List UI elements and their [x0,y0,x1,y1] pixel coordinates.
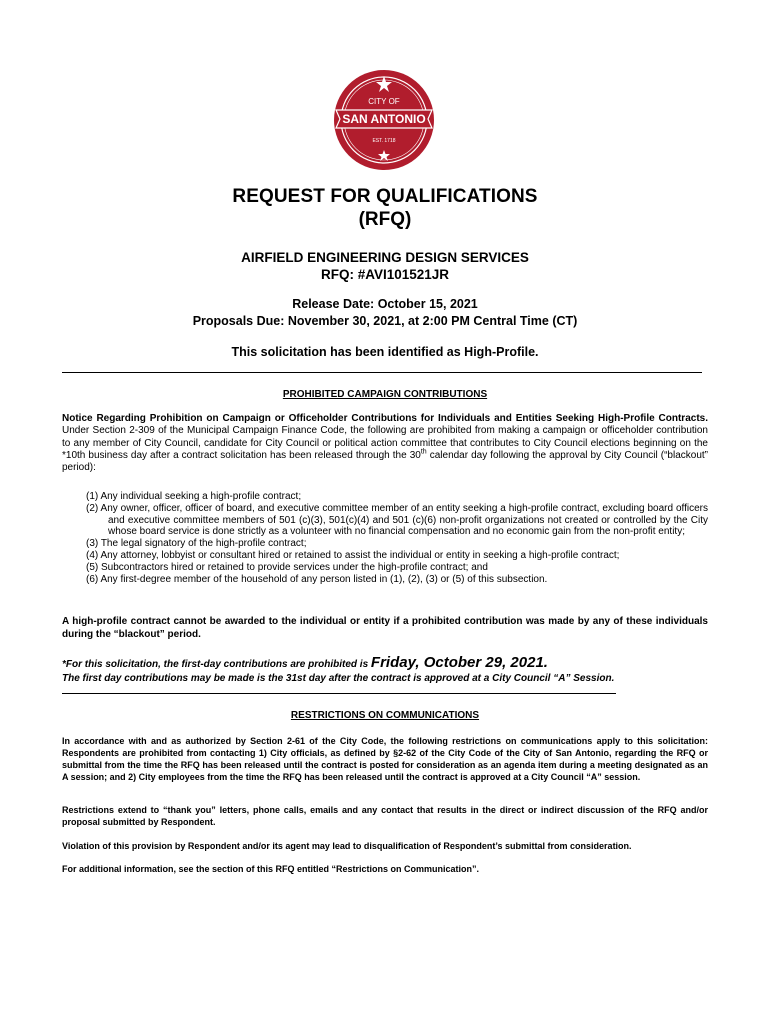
communications-para: Violation of this provision by Respondent and/or its agent may lead to disqualification of Respondent’s submittal from consideration. [62,841,632,851]
svg-text:EST. 1718: EST. 1718 [372,138,396,144]
communications-para: Restrictions extend to “thank you” letters, phone calls, emails and any contact that results in the direct or indirect discussion of the RFQ and/or proposal submitted by Respondent. [62,805,708,827]
campaign-notice-bold: Notice Regarding Prohibition on Campaign or Officeholder Contributions for Individuals and Entities Seeking High-Profile Contracts. [62,413,708,424]
city-seal-logo [332,66,436,174]
list-item: (5) Subcontractors hired or retained to provide services under the high-profile contract; and [86,561,488,573]
svg-text:CITY OF: CITY OF [368,97,400,106]
list-item: (4) Any attorney, lobbyist or consultant hired or retained to assist the individual or entity in seeking a high-profile contract; [86,549,620,561]
communications-heading: RESTRICTIONS ON COMMUNICATIONS [290,710,480,721]
superscript: th [420,448,427,456]
campaign-heading: PROHIBITED CAMPAIGN CONTRIBUTIONS [282,389,488,400]
first-day-date: Friday, October 29, 2021. [370,654,548,671]
proposals-due: Proposals Due: November 30, 2021, at 2:00 PM Central Time (CT) [192,314,578,328]
campaign-notice [62,413,708,474]
release-date: Release Date: October 15, 2021 [292,297,478,311]
divider [62,372,702,373]
list-item: (1) Any individual seeking a high-profile contract; [86,491,302,502]
communications-para: In accordance with and as authorized by Section 2-61 of the City Code, the following restrictions on communications apply to this solicitation: Respondents are prohibited from contacting 1) City officials, as defined by §2-62 of the City Code of the City of San Antonio, regarding the RFQ or submittal from the time the RFQ has been released until the contract is posted for consideration as an agenda item during a meeting designated as an A session; and 2) City employees from the time the RFQ has been released until the contract is approved at a City Council “A” session. [62,736,708,782]
prohibited-list [86,491,708,585]
list-item: (6) Any first-degree member of the household of any person listed in (1), (2), (3) or (5) of this subsection. [86,573,548,585]
campaign-notice-text: Under Section 2-309 of the Municipal Campaign Finance Code, the following are prohibited from making a campaign or officeholder contribution to any member of City Council, candidate for City Council or political action committee that contributes to City Council elections beginning on the *10th business day after a contract solicitation has been released through the 30 [62,425,708,461]
list-item: (2) Any owner, officer, officer of board, and executive committee member of an entity seeking a high-profile contract, excluding board officers and executive committee members of 501 (c)(3), 501(c)(4) and 501 (c)(6) non-profit organizations not created or controlled by the City whose board service is done strictly as a volunteer with no financial compensation and no economic gain from the non-profit entity; [86,502,708,538]
list-item: (3) The legal signatory of the high-profile contract; [86,538,307,550]
rfq-number: RFQ: #AVI101521JR [320,267,450,282]
project-name: AIRFIELD ENGINEERING DESIGN SERVICES [241,250,529,265]
divider [62,693,616,694]
communications-para: For additional information, see the section of this RFQ entitled “Restrictions on Communication”. [62,864,480,874]
svg-text:SAN ANTONIO: SAN ANTONIO [342,112,426,126]
first-day-notice [62,654,708,671]
campaign-notice-text-end: calendar day following the approval by City Council (“blackout” period): [62,449,708,474]
high-profile-notice: This solicitation has been identified as High-Profile. [231,345,539,359]
document-title-abbrev: (RFQ) [358,209,412,230]
blackout-warning: A high-profile contract cannot be awarded to the individual or entity if a prohibited contribution was made by any of these individuals during the “blackout” period. [62,616,708,640]
first-day-allowed-note: The first day contributions may be made is the 31st day after the contract is approved at a City Council “A” Session. [62,673,615,684]
document-title: REQUEST FOR QUALIFICATIONS [232,186,538,207]
first-day-prefix: *For this solicitation, the first-day contributions are prohibited is [62,659,371,670]
